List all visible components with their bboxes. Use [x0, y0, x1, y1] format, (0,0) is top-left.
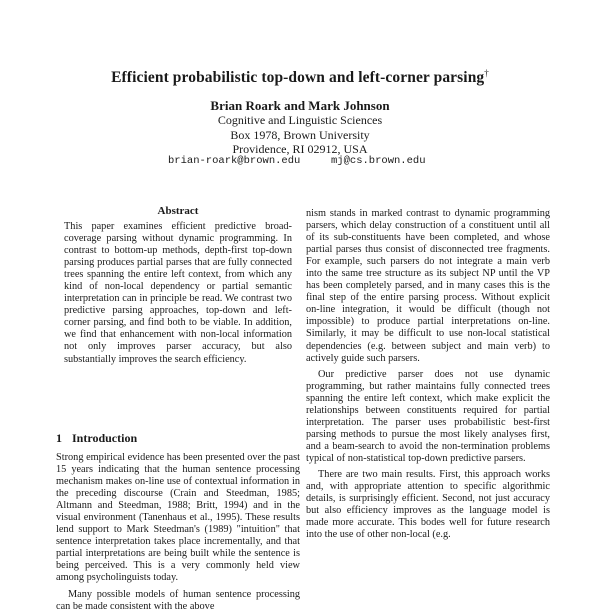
abstract-body: [64, 221, 292, 366]
section-title: Introduction: [72, 431, 138, 445]
section-heading: [56, 431, 137, 446]
abstract-paragraph: This paper examines efficient predictive broad-coverage parsing without dynamic programming. In contrast to bottom-up methods, depth-first top-down parsing produces partial parses that are fully connected trees spanning the entire left context, from which any kind of non-local dependency or partial semantic interpretation can in principle be read. We contrast two predictive parsing approaches, top-down and left-corner parsing, and find both to be viable. In addition, we find that enhancement with non-local information not only improves parser accuracy, but also substantially improves the search efficiency.: [64, 221, 292, 365]
body-paragraph: Many possible models of human sentence processing can be made consistent with the above: [56, 588, 300, 612]
affiliation-line: Cognitive and Linguistic Sciences: [217, 113, 383, 127]
abstract-heading: Abstract: [157, 205, 199, 217]
paper-title: [0, 68, 600, 87]
author-email: mj@cs.brown.edu: [331, 155, 426, 167]
paper-title-text: Efficient probabilistic top-down and left-corner parsing: [111, 69, 485, 87]
body-paragraph: There are two main results. First, this approach works and, with appropriate attention to specific algorithmic details, is surprisingly efficient. Second, not just accuracy but also efficiency improves as the language model is made more accurate. This bodes well for future research into the use of other non-local (e.g.: [306, 468, 550, 541]
author-emails: [168, 155, 448, 167]
body-paragraph: Our predictive parser does not use dynamic programming, but rather maintains fully connected trees spanning the entire left context, which make explicit the relationships between constituents required for partial interpretation. The parser uses probabilistic best-first parsing methods to pursue the most likely analyses first, and a beam-search to avoid the non-termination problems typical of non-statistical top-down predictive parsers.: [306, 368, 550, 464]
left-column-body: [56, 452, 300, 613]
section-number: 1: [56, 431, 62, 445]
author-email: brian-roark@brown.edu: [168, 155, 301, 167]
right-column-body: [306, 208, 550, 541]
body-paragraph: Strong empirical evidence has been presented over the past 15 years indicating that the human sentence processing mechanism makes on-line use of contextual information in the preceding discourse (Crain and Steedman, 1985; Altmann and Steedman, 1988; Britt, 1994) and in the visual environment (Tanenhaus et al., 1995). These results lend support to Mark Steedman's (1989) "intuition" that sentence interpretation takes place incrementally, and that partial interpretations are being built while the sentence is being perceived. This is a very commonly held view among psycholinguists today.: [56, 452, 300, 584]
affiliation-line: Providence, RI 02912, USA: [232, 142, 368, 156]
paper-authors: Brian Roark and Mark Johnson: [210, 98, 390, 113]
paper-affiliation: [0, 113, 600, 157]
title-footnote-mark: †: [484, 68, 489, 78]
affiliation-line: Box 1978, Brown University: [230, 127, 370, 142]
body-paragraph: nism stands in marked contrast to dynamic programming parsers, which delay construction of a constituent until all of its sub-constituents have been completed, and whose partial parses thus consist of disconnected tree fragments. For example, such parsers do not integrate a main verb into the same tree structure as its subject NP until the VP has been completely parsed, and in many cases this is the final step of the entire parsing process. Without explicit on-line integration, it would be difficult (though not impossible) to produce partial interpretations on-line. Similarly, it may be difficult to use non-local statistical dependencies (e.g. between subject and main verb) to actively guide such parsers.: [306, 208, 550, 364]
